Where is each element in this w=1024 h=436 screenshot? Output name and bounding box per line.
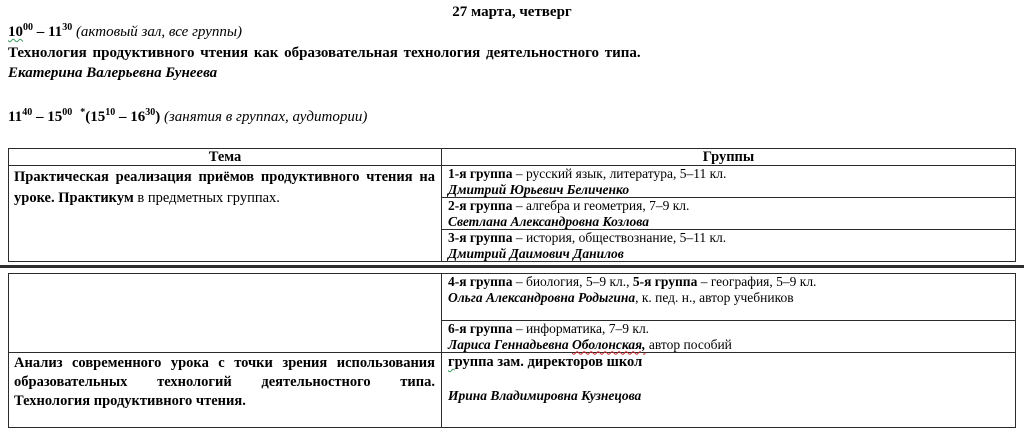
alt-end-minutes: 30	[145, 107, 156, 118]
group-cell-1	[442, 166, 1016, 198]
alt-start-minutes: 10	[105, 107, 116, 118]
person-name: Ирина Владимировна Кузнецова	[448, 388, 642, 403]
group-desc: – история, обществознание, 5–11 кл.	[512, 230, 727, 245]
person-credentials: автор пособий	[645, 336, 732, 352]
person-name: Ольга Александровна Родыгина	[448, 289, 636, 305]
footnote-asterisk: *	[80, 107, 86, 118]
person-name: Дмитрий Даимович Данилов	[448, 245, 624, 261]
group-line	[448, 230, 1011, 246]
person-name: Дмитрий Юрьевич Беличенко	[448, 181, 630, 197]
group-label: 3-я группа	[448, 230, 513, 245]
group-label: 4-я группа	[448, 274, 513, 289]
session1-speaker: Екатерина Валерьевна Бунеева	[8, 65, 218, 81]
session2-start-minutes: 40	[22, 107, 33, 118]
group-label: 2-я группа	[448, 198, 513, 213]
group-label: 6-я группа	[448, 321, 513, 336]
date-heading: 27 марта, четверг	[452, 4, 572, 20]
group-desc: – информатика, 7–9 кл.	[512, 321, 650, 336]
session1-time-line	[8, 21, 1016, 43]
grammar-flagged-letter: г	[448, 354, 455, 370]
column-header-tema: Тема	[9, 149, 442, 166]
alt-close-paren: )	[155, 109, 161, 125]
person-name: Лариса Геннадьевна	[448, 336, 573, 352]
session1-topic: Технология продуктивного чтения как образовательная технология деятельностного типа.	[8, 45, 641, 61]
group-cell-directors	[442, 353, 1016, 428]
tema-cell-analysis: Анализ современного урока с точки зрения использования образовательных технологий деятельностного типа. Технология продуктивного чтения.	[9, 353, 442, 428]
spacer	[8, 127, 1016, 148]
session2-start-hour: 11	[8, 109, 23, 125]
group-line	[448, 274, 1011, 290]
person-credentials: , к. пед. н., автор учебников	[635, 289, 794, 305]
time-dash: –	[33, 24, 48, 40]
alt-end-hour: 16	[130, 109, 146, 125]
group-desc: – география, 5–9 кл.	[697, 274, 817, 289]
group-line	[448, 166, 1011, 182]
group-cell-4-5	[442, 274, 1016, 321]
group-label-rest: руппа зам. директоров школ	[454, 354, 643, 370]
session1-end-hour: 11	[48, 24, 63, 40]
group-cell-2	[442, 198, 1016, 230]
group-line	[448, 198, 1011, 214]
time-dash: –	[115, 109, 131, 125]
table-header-row	[9, 149, 1016, 166]
person-line	[448, 290, 1011, 306]
table-row	[9, 353, 1016, 428]
group-directors-label	[448, 353, 1011, 371]
session1-end-minutes: 30	[62, 22, 73, 33]
alt-start-hour: 15	[90, 109, 106, 125]
session2-venue-note: (занятия в группах, аудитории)	[160, 109, 368, 125]
group-desc: – алгебра и геометрия, 7–9 кл.	[512, 198, 690, 213]
group-label: 5-я группа	[632, 274, 698, 289]
spacer	[8, 83, 1016, 107]
group-line	[448, 321, 1011, 337]
session2-time-line	[8, 107, 1016, 127]
table-row	[9, 166, 1016, 198]
group-cell-6	[442, 321, 1016, 353]
tema-cell-practice	[9, 166, 442, 262]
tema-text-regular: в предметных группах.	[133, 190, 280, 206]
group-cell-3	[442, 230, 1016, 262]
table-row	[9, 274, 1016, 321]
person-line	[448, 337, 1011, 353]
session2-end-minutes: 00	[62, 107, 73, 118]
section-divider	[0, 265, 1024, 268]
group-label: 1-я группа	[448, 166, 513, 181]
group-desc: – биология, 5–9 кл.,	[512, 274, 633, 289]
column-header-groups: Группы	[442, 149, 1016, 166]
session1-start-hour: 10	[8, 24, 23, 40]
session2-end-hour: 15	[47, 109, 63, 125]
tema-text-bold: Практическая реализация приёмов продуктивного чтения на уроке. Практикум	[14, 169, 435, 206]
group-desc: – русский язык, литература, 5–11 кл.	[512, 166, 727, 181]
person-name-spellcheck-flagged: Оболонская,	[572, 336, 646, 352]
schedule-table-2	[8, 273, 1016, 428]
session1-start-minutes: 00	[23, 22, 33, 33]
time-dash: –	[32, 109, 48, 125]
schedule-table-1	[8, 148, 1016, 262]
person-name: Светлана Александровна Козлова	[448, 213, 649, 229]
alt-open-paren: (	[85, 109, 91, 125]
session1-venue-note: (актовый зал, все группы)	[72, 24, 243, 40]
empty-tema-cell	[9, 274, 442, 353]
